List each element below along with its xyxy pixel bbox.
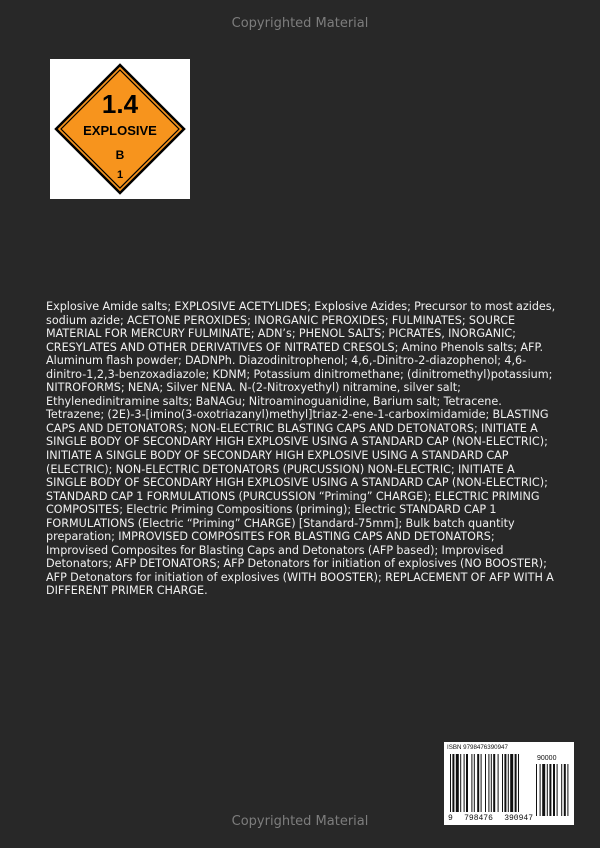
barcode-bar [502, 754, 503, 812]
ean-digits-right: 390947 [504, 814, 533, 823]
barcode-bar [466, 754, 468, 812]
addon-bar [564, 764, 566, 816]
ean-digit-first: 9 [448, 814, 453, 823]
back-cover-description: Explosive Amide salts; EXPLOSIVE ACETYLIDES; Explosive Azides; Precursor to most azides, sodium azide; ACETONE PEROXIDES; INORGANIC PEROXIDES; FULMINATES; SOURCE MATERIAL FOR MERCURY FULMINATE; ADN’s; PHENOL SALTS; PICRATES, INORGANIC; CRESYLATES AND OTHER DERIVATIVES OF NITRATED CRESOLS; Amino Phenols salts; AFP. Aluminum flash powder; DADNPh. Diazodinitrophenol; 4,6,-Dinitro-2-diazophenol; 4,6-dinitro-1,2,3-benzoxadiazole; KDNM; Potassium dinitromethane; (dinitromethyl)potassium; NITROFORMS; NENA; Silver NENA. N-(2-Nitroxyethyl) nitramine, silver salt; Ethylenedinitramine salts; BaNAGu; Nitroaminoguanidine, Barium salt; Tetracene. Tetrazene; (2E)-3-[imino(3-oxotriazanyl)methyl]triaz-2-ene-1-carboximidamide; BLASTING CAPS AND DETONATORS; NON-ELECTRIC BLASTING CAPS AND DETONATORS; INITIATE A SINGLE BODY OF SECONDARY HIGH EXPLOSIVE USING A STANDARD CAP (NON-ELECTRIC); INITIATE A SINGLE BODY OF SECONDARY HIGH EXPLOSIVE USING A STANDARD CAP (ELECTRIC); NON-ELECTRIC DETONATORS (PURCUSSION) NON-ELECTRIC; INITIATE A SINGLE BODY OF SECONDARY HIGH EXPLOSIVE USING A STANDARD CAP (NON-ELECTRIC); STANDARD CAP 1 FORMULATIONS (PURCUSSION “Priming” CHARGE); ELECTRIC PRIMING COMPOSITES; Electric Priming Compositions (priming); Electric STANDARD CAP 1 FORMULATIONS (Electric “Priming” CHARGE) [Standard-75mm]; Bulk batch quantity preparation; IMPROVISED COMPOSITES FOR BLASTING CAPS AND DETONATORS; Improvised Composites for Blasting Caps and Detonators (AFP based); Improvised Detonators; AFP DETONATORS; AFP Detonators for initiation of explosives (NO BOOSTER); AFP Detonators for initiation of explosives (WITH BOOSTER); REPLACEMENT OF AFP WITH A DIFFERENT PRIMER CHARGE. [46, 300, 556, 598]
addon-bar [536, 764, 537, 816]
hazmat-placard [50, 59, 190, 199]
copyright-watermark-top: Copyrighted Material [231, 16, 369, 31]
barcode-bar [510, 754, 513, 812]
barcode-bar [488, 754, 489, 812]
copyright-watermark-bottom: Copyrighted Material [231, 814, 369, 829]
addon-bar [567, 764, 568, 816]
ean-digits-left: 798476 [464, 814, 493, 823]
barcode-bar [504, 754, 506, 812]
addon-bar [540, 764, 541, 816]
barcode-bar [485, 754, 486, 812]
isbn-label: ISBN 9798476390947 [447, 744, 508, 751]
addon-bar [549, 764, 551, 816]
isbn-barcode [444, 742, 574, 825]
explosive-diamond-icon [50, 59, 190, 199]
barcode-bar [481, 754, 482, 812]
addon-bar [553, 764, 555, 816]
barcode-bar [456, 754, 459, 812]
barcode-bar [515, 754, 517, 812]
placard-word: EXPLOSIVE [83, 123, 157, 138]
placard-compat-group: B [115, 148, 125, 162]
barcode-bar [508, 754, 509, 812]
barcode-bar [518, 754, 519, 812]
addon-bar [557, 764, 558, 816]
barcode-bar [450, 754, 451, 812]
addon-bar [542, 764, 545, 816]
barcode-bar [477, 754, 479, 812]
barcode-bar [474, 754, 475, 812]
placard-class-number: 1 [116, 169, 124, 181]
addon-bar [561, 764, 562, 816]
placard-division: 1.4 [101, 89, 139, 119]
addon-bar [547, 764, 548, 816]
barcode-bar [493, 754, 495, 812]
barcode-bar [471, 754, 472, 812]
barcode-bar [491, 754, 492, 812]
barcode-bar [464, 754, 465, 812]
price-code: 90000 [537, 755, 557, 762]
barcode-bar [498, 754, 499, 812]
barcode-bar [460, 754, 461, 812]
barcode-bar [452, 754, 454, 812]
